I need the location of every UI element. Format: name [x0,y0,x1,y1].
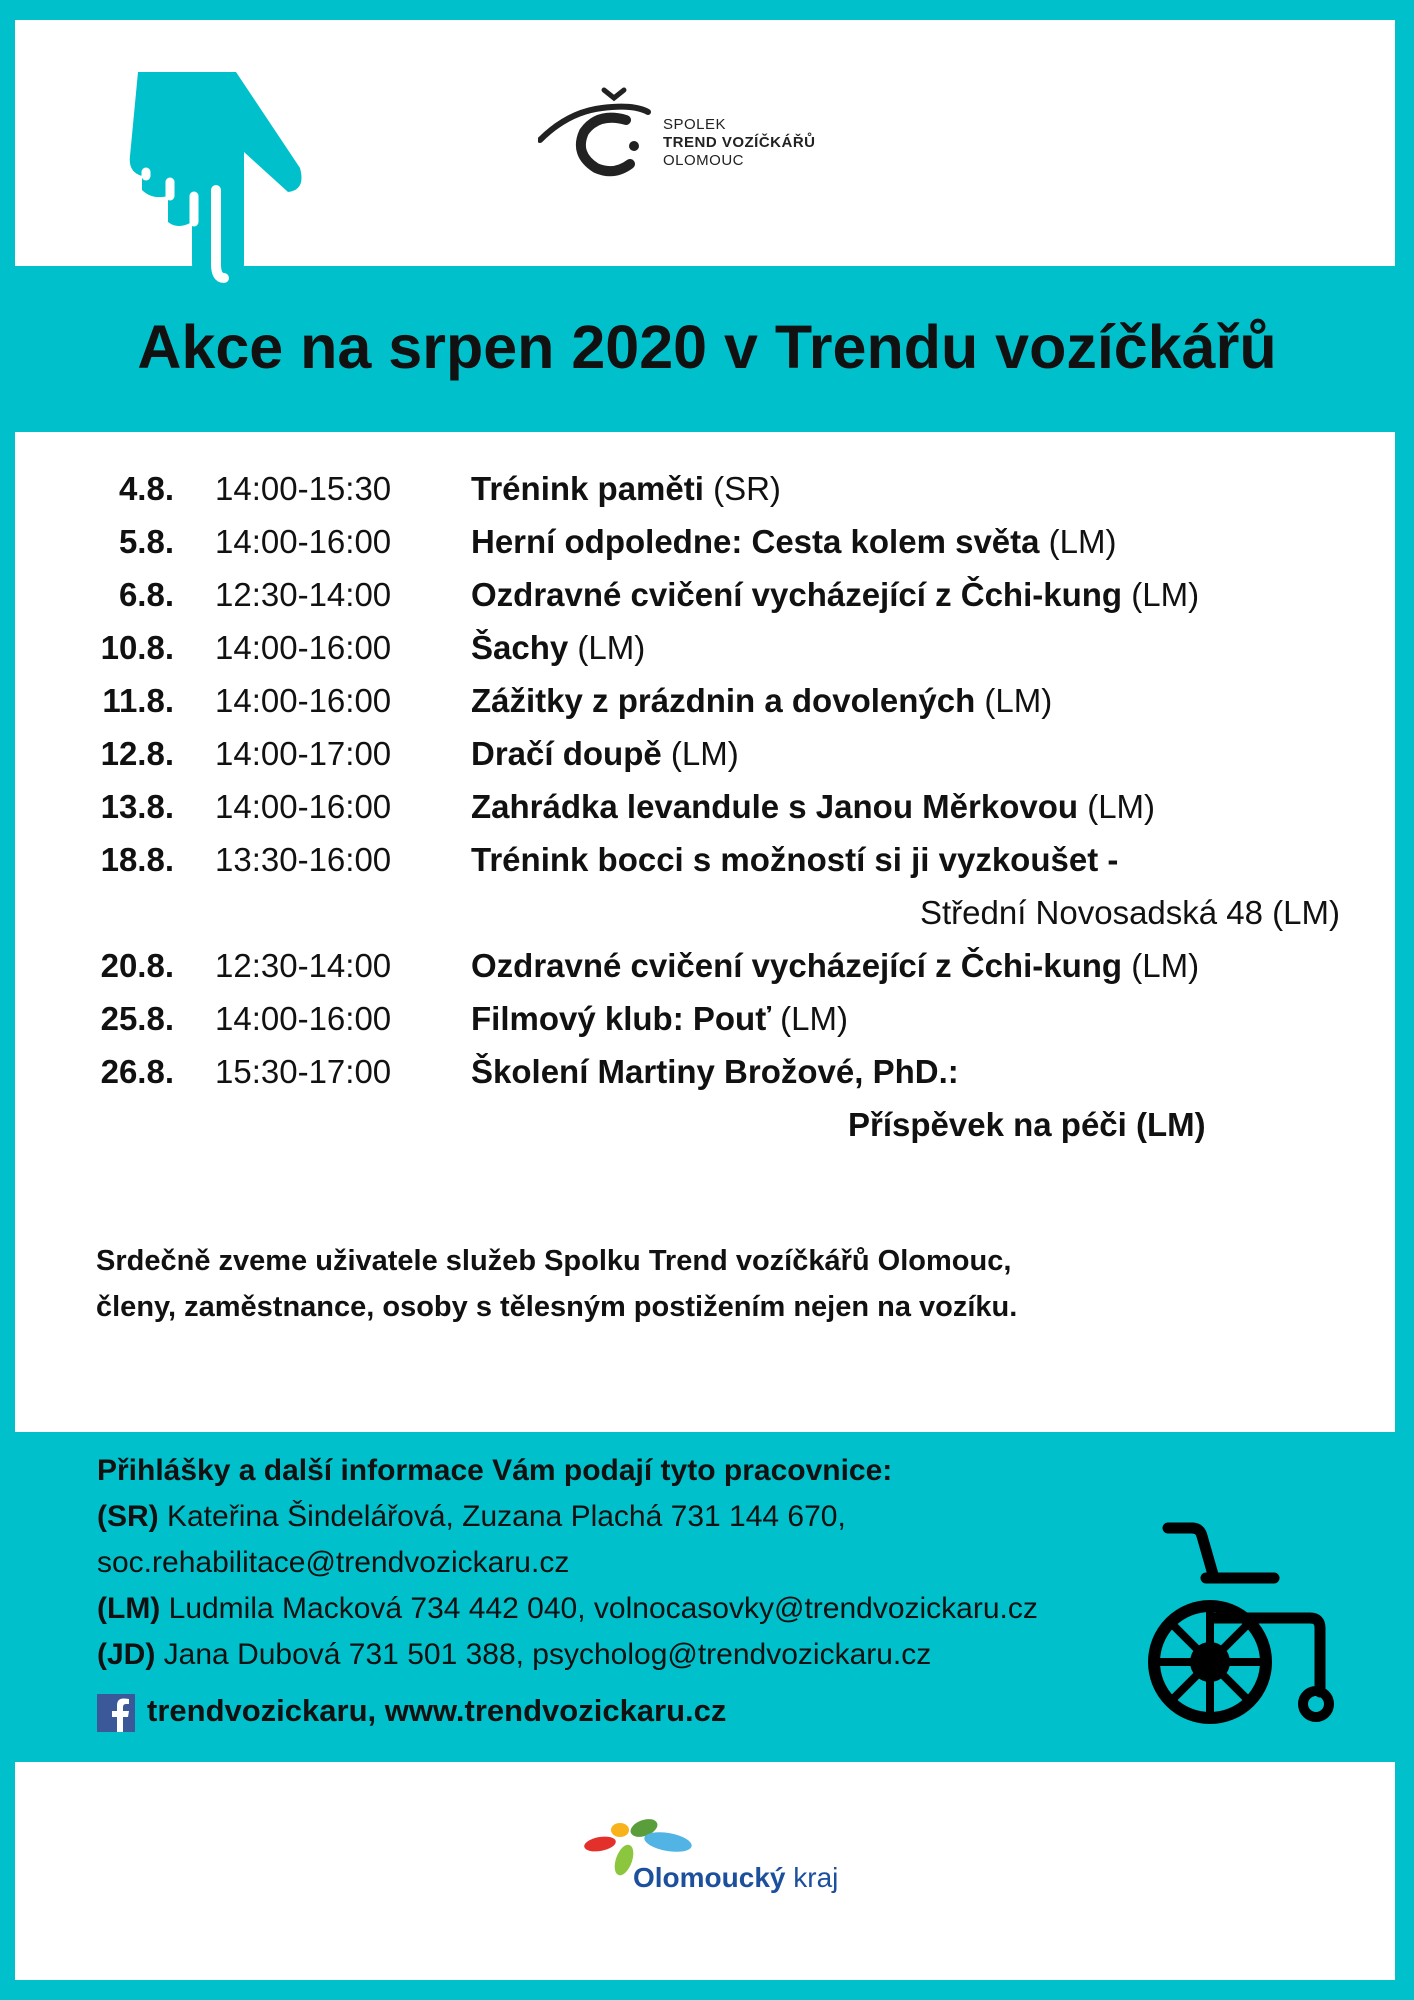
event-date: 25.8. [100,1000,174,1037]
event-time: 14:00-16:00 [215,629,392,666]
event-row [70,621,1350,674]
spolek-logo [538,84,838,180]
kraj-word-2: kraj [785,1862,839,1893]
event-description [471,1045,959,1098]
event-tag: (LM) [1122,576,1200,613]
event-time: 14:00-16:00 [215,682,392,719]
event-row [70,727,1350,780]
invitation-line-1: Srdečně zveme uživatele služeb Spolku Trend vozíčkářů Olomouc, [96,1245,1012,1277]
event-date: 11.8. [102,682,174,719]
event-date: 10.8. [100,629,174,666]
event-tag: (LM) [975,682,1053,719]
contact-names: Kateřina Šindelářová, Zuzana Plachá 731 144 670, [158,1500,846,1533]
kraj-wordmark [633,1862,838,1894]
event-time: 14:00-16:00 [215,788,392,825]
event-tag: (LM) [771,1000,848,1037]
event-description [471,727,739,780]
event-date: 13.8. [100,788,174,825]
contact-sr [97,1494,1157,1540]
event-tag: (LM) [1078,788,1156,825]
event-time: 12:30-14:00 [215,576,392,613]
contact-sr-email[interactable]: soc.rehabilitace@trendvozickaru.cz [97,1546,570,1579]
logo-line-olomouc: OLOMOUC [663,152,745,169]
event-title: Zahrádka levandule s Janou Měrkovou [471,788,1079,825]
wheelchair-icon [1140,1522,1336,1730]
contacts-heading: Přihlášky a další informace Vám podají tyto pracovnice: [97,1454,893,1487]
event-description [471,462,781,515]
event-description [471,568,1199,621]
event-row [70,462,1350,515]
event-date: 5.8. [118,523,174,560]
event-row [70,992,1350,1045]
contact-lm [97,1586,1157,1632]
event-description [471,833,1118,886]
invitation-line-2: členy, zaměstnance, osoby s tělesným postižením nejen na vozíku. [96,1291,1018,1323]
event-row [70,568,1350,621]
page-title: Akce na srpen 2020 v Trendu vozíčkářů [137,313,1277,381]
event-title: Dračí doupě [471,735,662,772]
facebook-icon [97,1694,135,1732]
event-tag: (LM) [661,735,739,772]
logo-line-trend: TREND VOZÍČKÁŘŮ [663,134,816,151]
event-date: 6.8. [118,576,174,613]
contact-code: (SR) [97,1500,159,1533]
event-title: Ozdravné cvičení vycházející z Čchi-kung [471,576,1123,613]
event-time: 14:00-16:00 [215,523,392,560]
event-title: Ozdravné cvičení vycházející z Čchi-kung [471,947,1123,984]
event-tag: (LM) [1122,947,1200,984]
event-description [471,939,1199,992]
event-row [70,674,1350,727]
event-date: 4.8. [118,470,174,507]
event-time: 14:00-15:30 [215,470,392,507]
event-date: 18.8. [100,841,174,878]
event-date: 20.8. [100,947,174,984]
event-title: Trénink paměti [471,470,704,507]
event-continuation-row [70,1098,1350,1151]
event-date: 26.8. [100,1053,174,1090]
spolek-logo-mark [538,84,658,180]
event-title: Filmový klub: Pouť [471,1000,771,1037]
event-title: Zážitky z prázdnin a dovolených [471,682,976,719]
invitation-text [96,1238,1316,1330]
event-row [70,1045,1350,1098]
contacts-block [97,1448,1157,1678]
event-row [70,939,1350,992]
event-tag: (LM) [1039,523,1117,560]
event-continuation-row [70,886,1350,939]
contact-details[interactable]: Ludmila Macková 734 442 040, volnocasovky@trendvozickaru.cz [160,1592,1038,1625]
event-description [471,621,645,674]
event-date: 12.8. [100,735,174,772]
event-description [471,992,848,1045]
facebook-link[interactable]: trendvozickaru, www.trendvozickaru.cz [147,1693,727,1728]
logo-line-spolek: SPOLEK [663,116,727,133]
event-title: Školení Martiny Brožové, PhD.: [471,1053,959,1090]
contact-jd [97,1632,1157,1678]
contact-code: (JD) [97,1638,156,1671]
contact-code: (LM) [97,1592,161,1625]
facebook-line[interactable] [97,1688,726,1734]
event-description [471,674,1052,727]
event-continuation: Střední Novosadská 48 (LM) [919,894,1340,931]
event-title: Trénink bocci s možností si ji vyzkoušet - [471,841,1119,878]
event-row [70,780,1350,833]
event-time: 15:30-17:00 [215,1053,392,1090]
event-title: Herní odpoledne: Cesta kolem světa [471,523,1040,560]
event-tag: (SR) [703,470,781,507]
event-tag: (LM) [568,629,646,666]
event-description [471,780,1155,833]
event-time: 14:00-17:00 [215,735,392,772]
kraj-word-1: Olomoucký [633,1862,786,1893]
contact-details[interactable]: Jana Dubová 731 501 388, psycholog@trendvozickaru.cz [155,1638,932,1671]
event-row [70,833,1350,886]
events-list [70,462,1350,1151]
event-title: Šachy [471,629,569,666]
event-row [70,515,1350,568]
event-continuation: Příspěvek na péči (LM) [848,1106,1206,1143]
event-time: 12:30-14:00 [215,947,392,984]
event-time: 13:30-16:00 [215,841,392,878]
event-description [471,515,1117,568]
event-time: 14:00-16:00 [215,1000,392,1037]
olomoucky-kraj-logo [578,1818,848,1904]
pointing-hand-icon [128,72,308,307]
